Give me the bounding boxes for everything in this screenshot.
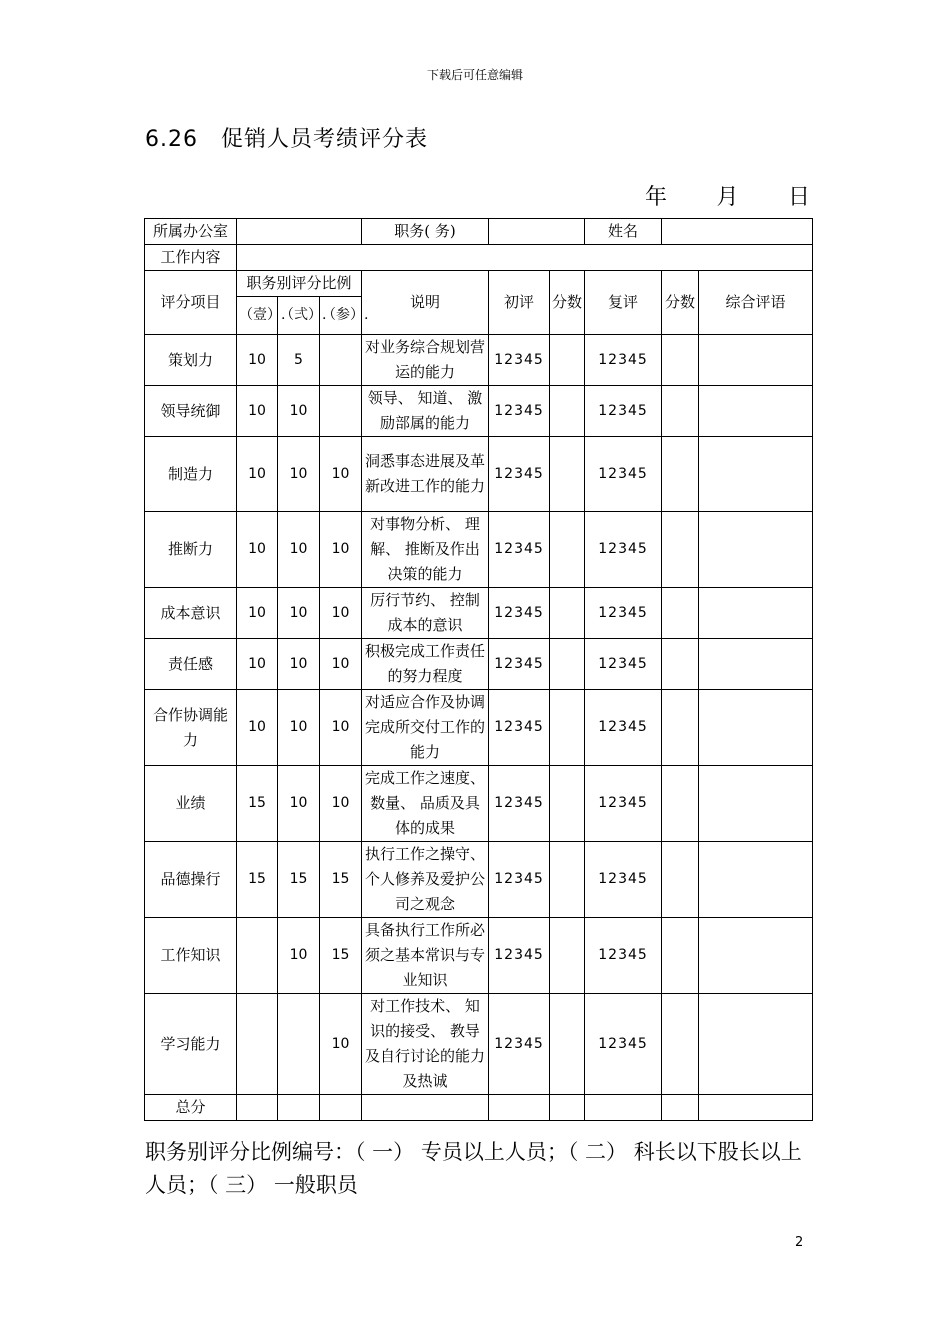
ratio-3-cell: 10 xyxy=(320,588,362,639)
second-eval-cell: 12345 xyxy=(585,335,662,386)
description-cell: 完成工作之速度、 数量、 品质及具体的成果 xyxy=(362,766,489,842)
ratio-1-cell: 10 xyxy=(237,335,278,386)
second-header: 复评 xyxy=(585,271,662,335)
total-cell[interactable] xyxy=(278,1095,320,1121)
page-title: 6.26 促销人员考绩评分表 xyxy=(145,127,428,152)
evaluation-table xyxy=(144,218,813,1121)
item-cell: 制造力 xyxy=(145,437,237,512)
first-score-cell[interactable] xyxy=(550,437,585,512)
ratio-3-cell: 10 xyxy=(320,639,362,690)
total-cell[interactable] xyxy=(320,1095,362,1121)
ratio-3-cell: 15 xyxy=(320,842,362,918)
first-eval-cell: 12345 xyxy=(489,918,550,994)
office-label: 所属办公室 xyxy=(145,219,237,245)
second-eval-cell: 12345 xyxy=(585,588,662,639)
comment-cell[interactable] xyxy=(699,842,813,918)
second-score-cell[interactable] xyxy=(662,639,699,690)
name-label: 姓名 xyxy=(585,219,662,245)
date-year: 年 xyxy=(645,185,668,210)
ratio-3-cell: 10 xyxy=(320,994,362,1095)
item-cell: 责任感 xyxy=(145,639,237,690)
total-cell[interactable] xyxy=(237,1095,278,1121)
ratio-2-cell: 10 xyxy=(278,588,320,639)
first-eval-cell: 12345 xyxy=(489,842,550,918)
total-cell[interactable] xyxy=(585,1095,662,1121)
table-row xyxy=(145,690,813,766)
first-eval-cell: 12345 xyxy=(489,766,550,842)
second-eval-cell: 12345 xyxy=(585,386,662,437)
office-value[interactable] xyxy=(237,219,362,245)
second-score-cell[interactable] xyxy=(662,766,699,842)
ratio-1-cell: 10 xyxy=(237,386,278,437)
comment-cell[interactable] xyxy=(699,588,813,639)
description-cell: 厉行节约、 控制成本的意识 xyxy=(362,588,489,639)
second-eval-cell: 12345 xyxy=(585,994,662,1095)
name-value[interactable] xyxy=(662,219,813,245)
ratio-2-cell: 10 xyxy=(278,918,320,994)
ratio-1-cell: 10 xyxy=(237,588,278,639)
work-label: 工作内容 xyxy=(145,245,237,271)
second-score-cell[interactable] xyxy=(662,437,699,512)
table-row xyxy=(145,842,813,918)
ratio-1-cell: 10 xyxy=(237,512,278,588)
info-row xyxy=(145,219,813,245)
ratio-sub-1: （壹）. xyxy=(237,297,278,335)
description-cell: 积极完成工作责任的努力程度 xyxy=(362,639,489,690)
second-eval-cell: 12345 xyxy=(585,690,662,766)
first-eval-cell: 12345 xyxy=(489,512,550,588)
description-cell: 具备执行工作所必须之基本常识与专业知识 xyxy=(362,918,489,994)
score2-header: 分数 xyxy=(662,271,699,335)
ratio-2-cell: 10 xyxy=(278,690,320,766)
date-month: 月 xyxy=(716,185,739,210)
ratio-2-cell: 5 xyxy=(278,335,320,386)
comment-cell[interactable] xyxy=(699,639,813,690)
first-score-cell[interactable] xyxy=(550,639,585,690)
comment-cell[interactable] xyxy=(699,335,813,386)
description-cell: 对事物分析、 理解、 推断及作出决策的能力 xyxy=(362,512,489,588)
second-eval-cell: 12345 xyxy=(585,766,662,842)
ratio-3-cell xyxy=(320,386,362,437)
total-cell[interactable] xyxy=(699,1095,813,1121)
second-eval-cell: 12345 xyxy=(585,842,662,918)
second-score-cell[interactable] xyxy=(662,512,699,588)
ratio-1-cell: 10 xyxy=(237,639,278,690)
first-header: 初评 xyxy=(489,271,550,335)
second-score-cell[interactable] xyxy=(662,386,699,437)
item-cell: 成本意识 xyxy=(145,588,237,639)
ratio-1-cell xyxy=(237,994,278,1095)
ratio-3-cell: 10 xyxy=(320,690,362,766)
second-score-cell[interactable] xyxy=(662,994,699,1095)
first-eval-cell: 12345 xyxy=(489,588,550,639)
table-row xyxy=(145,335,813,386)
first-eval-cell: 12345 xyxy=(489,386,550,437)
table-row xyxy=(145,588,813,639)
table-row xyxy=(145,512,813,588)
page-number: 2 xyxy=(795,1235,804,1250)
ratio-2-cell: 10 xyxy=(278,386,320,437)
table-row xyxy=(145,639,813,690)
comment-header: 综合评语 xyxy=(699,271,813,335)
description-cell: 执行工作之操守、 个人修养及爱护公司之观念 xyxy=(362,842,489,918)
first-score-cell[interactable] xyxy=(550,335,585,386)
total-cell[interactable] xyxy=(550,1095,585,1121)
first-score-cell[interactable] xyxy=(550,588,585,639)
ratio-1-cell: 15 xyxy=(237,842,278,918)
item-cell: 工作知识 xyxy=(145,918,237,994)
table-row xyxy=(145,437,813,512)
item-cell: 学习能力 xyxy=(145,994,237,1095)
table-row xyxy=(145,386,813,437)
ratio-2-cell xyxy=(278,994,320,1095)
ratio-3-cell xyxy=(320,335,362,386)
ratio-3-cell: 15 xyxy=(320,918,362,994)
ratio-2-cell: 10 xyxy=(278,766,320,842)
comment-cell[interactable] xyxy=(699,918,813,994)
ratio-header: 职务别评分比例 xyxy=(237,271,362,297)
position-value[interactable] xyxy=(489,219,585,245)
work-row xyxy=(145,245,813,271)
ratio-1-cell xyxy=(237,918,278,994)
description-cell: 对工作技术、 知识的接受、 教导及自行讨论的能力及热诚 xyxy=(362,994,489,1095)
ratio-note: 职务别评分比例编号：（ 一） 专员以上人员；（ 二） 科长以下股长以上人员；（ 三） 一般职员 xyxy=(145,1140,802,1197)
item-cell: 业绩 xyxy=(145,766,237,842)
second-score-cell[interactable] xyxy=(662,588,699,639)
item-cell: 推断力 xyxy=(145,512,237,588)
ratio-2-cell: 10 xyxy=(278,437,320,512)
first-eval-cell: 12345 xyxy=(489,437,550,512)
work-value[interactable] xyxy=(237,245,813,271)
first-score-cell[interactable] xyxy=(550,690,585,766)
second-eval-cell: 12345 xyxy=(585,512,662,588)
first-score-cell[interactable] xyxy=(550,766,585,842)
ratio-2-cell: 10 xyxy=(278,512,320,588)
ratio-1-cell: 10 xyxy=(237,437,278,512)
description-cell: 领导、 知道、 激励部属的能力 xyxy=(362,386,489,437)
desc-header: 说明 xyxy=(362,271,489,335)
second-eval-cell: 12345 xyxy=(585,918,662,994)
date-day: 日 xyxy=(787,185,810,210)
ratio-2-cell: 10 xyxy=(278,639,320,690)
table-row xyxy=(145,994,813,1095)
first-score-cell[interactable] xyxy=(550,512,585,588)
total-cell[interactable] xyxy=(489,1095,550,1121)
date-line xyxy=(645,180,810,211)
total-label: 总分 xyxy=(145,1095,237,1121)
ratio-2-cell: 15 xyxy=(278,842,320,918)
ratio-sub-3: （参）. xyxy=(320,297,362,335)
first-score-cell[interactable] xyxy=(550,386,585,437)
item-cell: 领导统御 xyxy=(145,386,237,437)
first-score-cell[interactable] xyxy=(550,994,585,1095)
ratio-sub-2: （弍）. xyxy=(278,297,320,335)
second-score-cell[interactable] xyxy=(662,842,699,918)
ratio-3-cell: 10 xyxy=(320,437,362,512)
first-eval-cell: 12345 xyxy=(489,690,550,766)
second-eval-cell: 12345 xyxy=(585,639,662,690)
first-score-cell[interactable] xyxy=(550,842,585,918)
item-cell: 合作协调能力 xyxy=(145,690,237,766)
ratio-3-cell: 10 xyxy=(320,512,362,588)
position-label: 职务( 务) xyxy=(362,219,489,245)
comment-cell[interactable] xyxy=(699,386,813,437)
page-header: 下载后可任意编辑 xyxy=(426,68,523,82)
item-cell: 品德操行 xyxy=(145,842,237,918)
item-cell: 策划力 xyxy=(145,335,237,386)
ratio-3-cell: 10 xyxy=(320,766,362,842)
second-eval-cell: 12345 xyxy=(585,437,662,512)
second-score-cell[interactable] xyxy=(662,918,699,994)
first-eval-cell: 12345 xyxy=(489,639,550,690)
score1-header: 分数 xyxy=(550,271,585,335)
description-cell: 洞悉事态进展及革新改进工作的能力 xyxy=(362,437,489,512)
first-score-cell[interactable] xyxy=(550,918,585,994)
second-score-cell[interactable] xyxy=(662,335,699,386)
table-row xyxy=(145,918,813,994)
total-cell[interactable] xyxy=(662,1095,699,1121)
comment-cell[interactable] xyxy=(699,512,813,588)
description-cell: 对业务综合规划营运的能力 xyxy=(362,335,489,386)
description-cell: 对适应合作及协调完成所交付工作的能力 xyxy=(362,690,489,766)
total-row xyxy=(145,1095,813,1121)
ratio-1-cell: 15 xyxy=(237,766,278,842)
first-eval-cell: 12345 xyxy=(489,994,550,1095)
total-cell[interactable] xyxy=(362,1095,489,1121)
item-header: 评分项目 xyxy=(145,271,237,335)
comment-cell[interactable] xyxy=(699,690,813,766)
comment-cell[interactable] xyxy=(699,437,813,512)
comment-cell[interactable] xyxy=(699,766,813,842)
second-score-cell[interactable] xyxy=(662,690,699,766)
comment-cell[interactable] xyxy=(699,994,813,1095)
ratio-1-cell: 10 xyxy=(237,690,278,766)
first-eval-cell: 12345 xyxy=(489,335,550,386)
column-header-row xyxy=(145,271,813,297)
table-row xyxy=(145,766,813,842)
